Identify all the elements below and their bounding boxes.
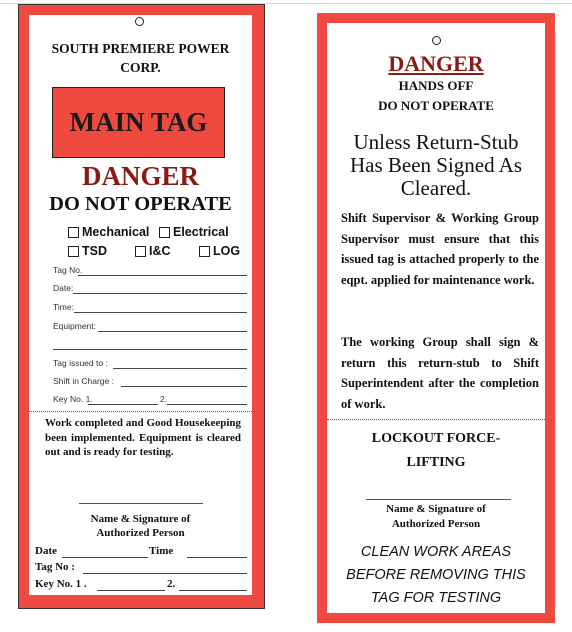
stub-do-not-operate: DO NOT OPERATE <box>378 98 494 113</box>
field-label: Tag issued to : <box>53 358 108 368</box>
field-line <box>97 590 165 591</box>
field-line <box>83 573 247 574</box>
stub-danger-heading: DANGER <box>388 51 484 76</box>
field-line <box>74 312 247 313</box>
tag-no-field[interactable] <box>53 264 247 276</box>
field-label-2: Time <box>149 545 174 557</box>
signature-caption-line1: Name & Signature of <box>90 513 191 525</box>
checkbox-tsd[interactable] <box>68 244 107 258</box>
lockout-line1: LOCKOUT FORCE- <box>371 431 501 446</box>
field-line <box>121 386 247 387</box>
main-tag-body <box>29 15 252 595</box>
field-label: Shift in Charge : <box>53 376 114 386</box>
clean-warning-line1: CLEAN WORK AREAS <box>360 544 512 560</box>
return-stub-body <box>327 23 545 613</box>
field-label-2: 2. <box>160 394 168 404</box>
supervisor-instructions: Shift Supervisor & Working Group Supervisor must ensure that this issued tag is attached properly to the eqpt. applied for maintenance work. <box>341 211 539 287</box>
checkbox-box-icon <box>68 227 79 238</box>
checkbox-box-icon <box>68 246 79 257</box>
field-line <box>179 590 247 591</box>
work-completed-text: Work completed and Good Housekeeping been implemented. Equipment is cleared out and is ready for testing. <box>45 417 241 458</box>
main-tag <box>18 4 265 609</box>
hands-off-text: HANDS OFF <box>398 78 474 93</box>
danger-heading: DANGER <box>81 161 199 191</box>
company-name-line1: SOUTH PREMIERE POWER <box>51 41 230 56</box>
field-label: Date: <box>53 283 74 293</box>
field-label: Date <box>35 545 57 557</box>
do-not-operate-heading: DO NOT OPERATE <box>49 193 232 215</box>
field-label: Equipment: <box>53 321 96 331</box>
checkbox-box-icon <box>135 246 146 257</box>
shift-in-charge-field[interactable] <box>53 375 247 387</box>
field-label: Key No. 1. <box>53 394 93 404</box>
date-field[interactable] <box>53 282 247 294</box>
equipment-field-line2[interactable] <box>53 338 247 350</box>
unless-line2: Has Been Signed As <box>349 153 523 177</box>
equipment-field[interactable] <box>53 320 247 332</box>
bottom-key-no-field[interactable] <box>35 578 247 592</box>
main-tag-label: MAIN TAG <box>52 87 225 158</box>
field-line <box>167 404 247 405</box>
tear-line <box>327 419 545 420</box>
return-instructions: The working Group shall sign & return this return-stub to Shift Superintendent after the completion of work. <box>341 335 539 411</box>
checkbox-label: LOG <box>213 244 241 258</box>
checkbox-box-icon <box>159 227 170 238</box>
field-line <box>62 557 148 558</box>
stub-signature-caption-line1: Name & Signature of <box>386 503 486 515</box>
unless-line3: Cleared. <box>400 176 472 200</box>
checkbox-log[interactable] <box>199 244 240 258</box>
field-label: Time: <box>53 302 74 312</box>
signature-caption-line2: Authorized Person <box>96 527 185 539</box>
checkbox-label: I&C <box>149 244 171 258</box>
unless-line1: Unless Return-Stub <box>353 130 519 154</box>
field-line <box>73 293 247 294</box>
tag-issued-to-field[interactable] <box>53 357 247 369</box>
stub-signature-caption-line2: Authorized Person <box>391 518 481 530</box>
key-no-field[interactable] <box>53 393 247 405</box>
checkbox-label: Mechanical <box>82 225 150 239</box>
time-field[interactable] <box>53 301 247 313</box>
field-line <box>98 331 247 332</box>
checkbox-ic[interactable] <box>135 244 171 258</box>
signature-line <box>79 503 203 504</box>
checkbox-electrical[interactable] <box>159 225 229 239</box>
clean-warning-line2: BEFORE REMOVING THIS <box>346 567 526 583</box>
tag-hole-icon <box>432 36 441 45</box>
bottom-tag-no-field[interactable] <box>35 561 247 575</box>
clean-warning-line3: TAG FOR TESTING <box>370 590 502 606</box>
field-line <box>187 557 247 558</box>
signature-line <box>366 499 511 500</box>
checkbox-box-icon <box>199 246 210 257</box>
field-label: Key No. 1 . <box>35 578 87 590</box>
field-line <box>78 275 247 276</box>
checkbox-label: Electrical <box>173 225 229 239</box>
field-line <box>113 368 247 369</box>
field-label-2: 2. <box>167 578 176 590</box>
field-line <box>53 349 247 350</box>
field-label: Tag No. <box>53 265 83 275</box>
checkbox-mechanical[interactable] <box>68 225 149 239</box>
lockout-line2: LIFTING <box>406 455 466 470</box>
tag-hole-icon <box>135 17 144 26</box>
company-name-line2: CORP. <box>120 60 161 75</box>
field-label: Tag No : <box>35 561 75 573</box>
return-stub <box>317 13 555 623</box>
tear-line <box>29 411 252 412</box>
bottom-date-time-field[interactable] <box>35 545 247 559</box>
checkbox-label: TSD <box>82 244 107 258</box>
field-line <box>88 404 158 405</box>
